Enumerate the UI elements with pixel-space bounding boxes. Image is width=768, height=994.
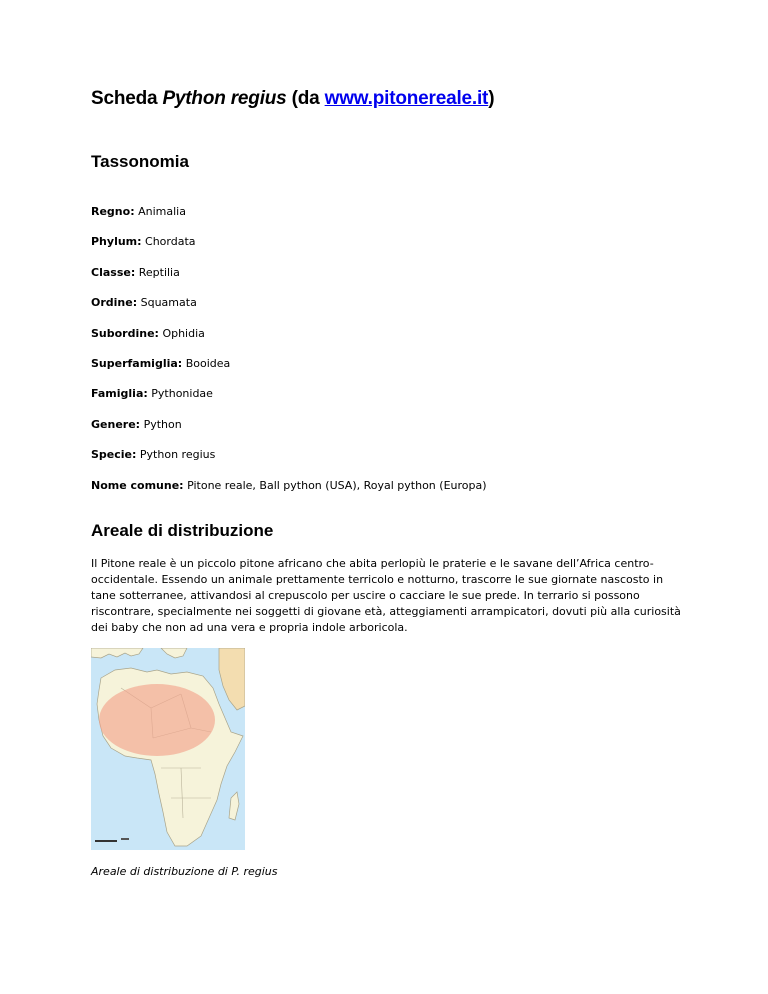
taxonomy-row [91, 418, 487, 448]
taxonomy-row [91, 205, 487, 235]
map-scale-mark [121, 838, 129, 840]
taxonomy-value: Booidea [182, 356, 231, 370]
taxonomy-label: Classe: [91, 265, 136, 279]
taxonomy-row [91, 327, 487, 357]
taxonomy-label: Famiglia: [91, 387, 148, 401]
taxonomy-value: Chordata [141, 235, 196, 249]
taxonomy-label: Regno: [91, 205, 135, 218]
taxonomy-label: Superfamiglia: [91, 356, 183, 370]
taxonomy-label: Subordine: [91, 326, 159, 340]
taxonomy-value: Pythonidae [147, 387, 213, 401]
taxonomy-value: Python regius [136, 448, 216, 462]
taxonomy-label: Specie: [91, 448, 137, 462]
taxonomy-value: Python [140, 417, 182, 431]
taxonomy-heading: Tassonomia [91, 152, 189, 171]
map-range-area [99, 684, 215, 756]
document-title: Scheda Python regius (da www.pitonereale.it) [91, 88, 495, 109]
taxonomy-row [91, 448, 487, 478]
taxonomy-row [91, 479, 487, 509]
taxonomy-value: Pitone reale, Ball python (USA), Royal python (Europa) [183, 478, 487, 492]
taxonomy-row [91, 235, 487, 265]
distribution-map [91, 648, 245, 850]
taxonomy-row [91, 357, 487, 387]
taxonomy-value: Squamata [137, 296, 197, 310]
taxonomy-label: Ordine: [91, 296, 138, 310]
taxonomy-label: Nome comune: [91, 478, 184, 492]
taxonomy-label: Phylum: [91, 235, 142, 249]
distribution-heading: Areale di distribuzione [91, 521, 274, 540]
species-name: Python regius [162, 88, 287, 109]
taxonomy-value: Animalia [134, 205, 186, 218]
map-scale-bar [95, 840, 117, 842]
source-link[interactable]: www.pitonereale.it [324, 88, 489, 109]
taxonomy-value: Reptilia [135, 265, 180, 279]
taxonomy-label: Genere: [91, 417, 141, 431]
taxonomy-row [91, 387, 487, 417]
taxonomy-value: Ophidia [158, 326, 205, 340]
taxonomy-row [91, 266, 487, 296]
map-caption: Areale di distribuzione di P. regius [91, 865, 278, 878]
taxonomy-list [91, 205, 487, 509]
distribution-paragraph: Il Pitone reale è un piccolo pitone africano che abita perlopiù le praterie e le savane dell’Africa centro-occidentale. Essendo un animale prettamente terricolo e notturno, trascorre le sue giornate nascosto in tane sotterranee, attivandosi al crepuscolo per uscire o cacciare le sue prede. In terrario si possono riscontrare, specialmente nei soggetti di giovane età, atteggiamenti arrampicatori, dovuti più alla curiosità dei baby che non ad una vera e propria indole arboricola. [91, 557, 681, 634]
taxonomy-row [91, 296, 487, 326]
